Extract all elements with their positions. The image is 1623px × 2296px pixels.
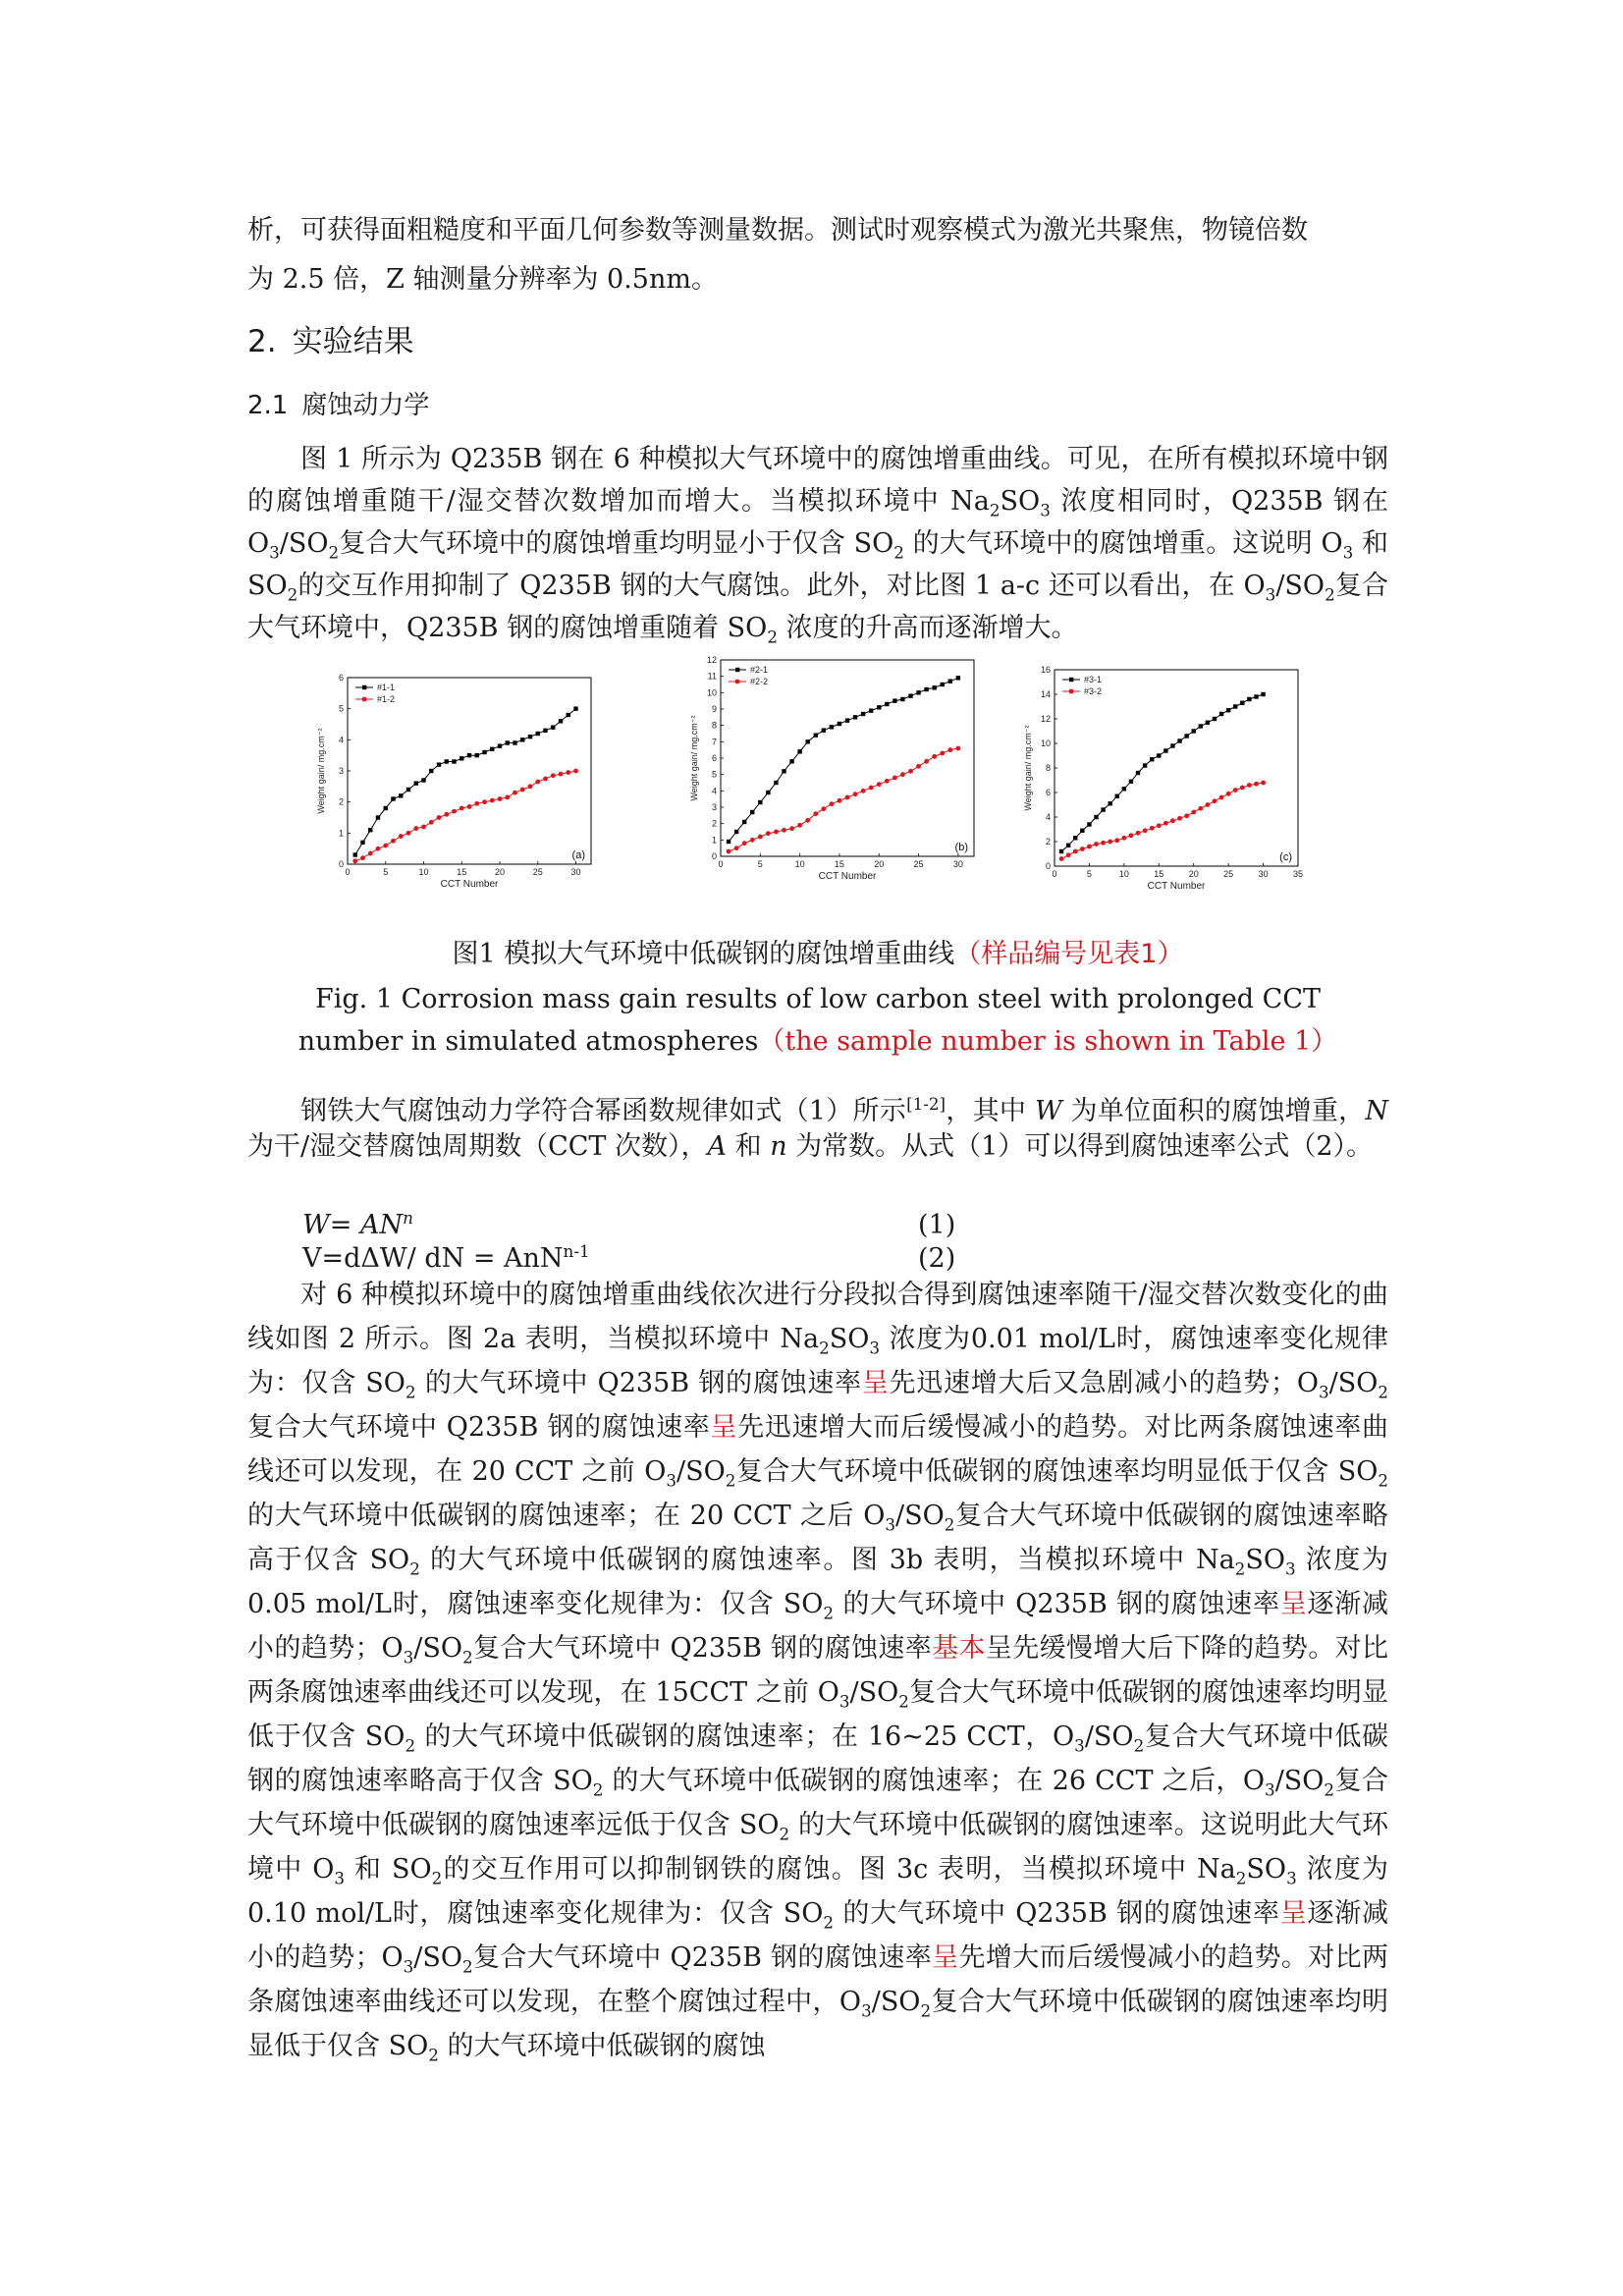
- paragraph-1-text: 图 1 所示为 Q235B 钢在 6 种模拟大气环境中的腐蚀增重曲线。可见，在所有模拟环境中钢的腐蚀增重随干/湿交替次数增加而增大。当模拟环境中 $Na_2SO_3$ 浓度相同时，Q235B 钢在 $O_3/SO_2$复合大气环境中的腐蚀增重均明显小于仅含 $SO_2$ 的大气环境中的腐蚀增重。这说明 $O_3$ 和 $SO_2$的交互作用抑制了 Q235B 钢的大气腐蚀。此外，对比图 1 a-c 还可以看出，在 $O_3/SO_2$复合大气环境中，Q235B 钢的腐蚀增重随着 $SO_2$ 浓度的升高而逐渐增大。: [247, 444, 1388, 647]
- x-tick-label: 15: [457, 867, 467, 877]
- data-point-#2-2: [782, 828, 786, 833]
- y-tick-label: 8: [711, 720, 717, 731]
- data-point-#3-1: [1094, 815, 1098, 819]
- y-tick-label: 8: [1045, 763, 1051, 773]
- data-point-#1-2: [520, 788, 525, 793]
- data-point-#3-1: [1115, 794, 1119, 798]
- paragraph-3: [247, 1273, 1388, 2068]
- data-point-#1-1: [445, 759, 449, 763]
- data-point-#2-1: [830, 725, 834, 729]
- data-point-#1-2: [490, 798, 495, 803]
- data-point-#2-2: [900, 772, 905, 777]
- subsection-title: 腐蚀动力学: [301, 391, 430, 420]
- legend-marker: [362, 685, 366, 689]
- data-point-#3-1: [1129, 780, 1133, 784]
- data-point-#3-2: [1226, 792, 1231, 796]
- data-point-#2-2: [774, 830, 779, 835]
- x-tick-label: 15: [834, 859, 844, 869]
- data-point-#2-1: [742, 820, 746, 824]
- data-point-#1-2: [543, 777, 548, 782]
- data-point-#1-2: [444, 812, 449, 817]
- y-tick-label: 6: [711, 753, 717, 763]
- data-point-#1-1: [414, 781, 418, 785]
- y-tick-label: 16: [1040, 665, 1051, 675]
- data-point-#3-1: [1163, 748, 1167, 752]
- data-point-#2-1: [782, 769, 785, 773]
- data-point-#2-2: [924, 759, 929, 764]
- data-point-#3-1: [1080, 829, 1084, 833]
- data-point-#3-1: [1170, 743, 1174, 747]
- data-point-#3-2: [1219, 795, 1224, 800]
- data-point-#2-1: [822, 728, 826, 732]
- y-tick-label: 5: [711, 769, 717, 780]
- x-tick-label: 25: [1223, 869, 1234, 879]
- y-tick-label: 14: [1040, 689, 1051, 699]
- series-line-#1-1: [355, 709, 576, 855]
- data-point-#3-2: [1066, 852, 1071, 857]
- data-point-#2-2: [750, 838, 755, 843]
- data-point-#3-1: [1261, 692, 1265, 696]
- data-point-#3-2: [1177, 816, 1182, 821]
- data-point-#2-2: [766, 831, 771, 836]
- data-point-#3-2: [1059, 856, 1064, 861]
- data-point-#2-1: [861, 712, 865, 716]
- y-tick-label: 4: [711, 786, 717, 796]
- x-axis-label: CCT Number: [1147, 881, 1206, 892]
- data-point-#3-2: [1157, 823, 1162, 828]
- series-line-#1-2: [355, 771, 576, 861]
- x-tick-label: 15: [1154, 869, 1164, 879]
- data-point-#2-1: [758, 800, 762, 804]
- data-point-#1-2: [376, 847, 381, 851]
- data-point-#1-1: [513, 740, 516, 744]
- data-point-#2-1: [924, 687, 928, 691]
- data-point-#2-1: [893, 698, 896, 702]
- data-point-#1-2: [391, 839, 396, 844]
- data-point-#2-2: [829, 801, 834, 806]
- data-point-#2-2: [853, 792, 858, 796]
- data-point-#3-2: [1094, 842, 1099, 847]
- data-point-#3-1: [1213, 717, 1217, 721]
- caption-en-note: （the sample number is shown in Table 1）: [758, 1026, 1338, 1057]
- data-point-#2-2: [955, 746, 960, 751]
- data-point-#2-2: [947, 747, 952, 752]
- data-point-#3-1: [1254, 694, 1258, 698]
- data-point-#1-2: [421, 825, 426, 830]
- data-point-#2-2: [932, 754, 937, 759]
- x-tick-label: 20: [494, 867, 506, 877]
- legend-label: #1-1: [377, 683, 396, 692]
- data-point-#2-1: [908, 693, 912, 697]
- data-point-#1-1: [437, 762, 441, 766]
- x-tick-label: 30: [570, 867, 581, 877]
- x-tick-label: 30: [1258, 869, 1269, 879]
- data-point-#1-1: [406, 788, 410, 792]
- plot-frame: [348, 678, 591, 864]
- data-point-#1-1: [353, 852, 357, 856]
- data-point-#3-1: [1157, 753, 1161, 757]
- data-point-#2-2: [805, 818, 810, 823]
- data-point-#2-1: [838, 722, 841, 726]
- data-point-#2-2: [861, 789, 866, 793]
- y-tick-label: 3: [338, 766, 344, 776]
- y-tick-label: 7: [711, 737, 717, 747]
- data-point-#2-1: [797, 749, 801, 753]
- series-line-#3-1: [1061, 694, 1264, 851]
- equation-1: $W= AN^n$: [302, 1208, 413, 1240]
- x-axis-label: CCT Number: [440, 879, 499, 890]
- data-point-#2-2: [916, 764, 921, 769]
- y-tick-label: 5: [338, 703, 344, 714]
- data-point-#2-2: [742, 841, 747, 846]
- subsection-heading: [247, 385, 429, 421]
- data-point-#2-1: [900, 697, 904, 701]
- x-tick-label: 5: [1086, 869, 1092, 879]
- data-point-#2-1: [774, 781, 778, 785]
- intro-line-1: 析，可获得面粗糙度和平面几何参数等测量数据。测试时观察模式为激光共聚焦，物镜倍数: [247, 215, 1308, 246]
- x-tick-label: 35: [1292, 869, 1304, 879]
- data-point-#1-2: [535, 780, 540, 785]
- data-point-#3-1: [1247, 697, 1251, 701]
- data-point-#3-1: [1059, 849, 1063, 853]
- y-axis-label: Weight gain/ mg.cm⁻²: [1023, 725, 1033, 811]
- data-point-#3-2: [1143, 828, 1148, 833]
- data-point-#3-2: [1163, 821, 1168, 826]
- y-tick-label: 10: [706, 687, 717, 698]
- data-point-#1-1: [475, 753, 479, 757]
- data-point-#1-2: [460, 806, 464, 811]
- data-point-#2-1: [805, 739, 809, 743]
- data-point-#1-1: [498, 743, 502, 747]
- data-point-#2-1: [727, 840, 730, 844]
- data-point-#1-1: [543, 729, 547, 733]
- x-tick-label: 0: [718, 859, 724, 869]
- data-point-#2-2: [893, 776, 897, 781]
- data-point-#1-1: [391, 796, 395, 800]
- data-point-#3-2: [1121, 836, 1126, 841]
- data-point-#2-2: [797, 823, 802, 828]
- data-point-#3-1: [1184, 734, 1188, 738]
- data-point-#3-1: [1066, 844, 1070, 847]
- data-point-#1-2: [360, 855, 365, 860]
- data-point-#2-2: [821, 806, 826, 811]
- equation-2-number: (2): [918, 1243, 956, 1274]
- data-point-#1-1: [528, 735, 532, 738]
- y-tick-label: 0: [338, 859, 344, 869]
- data-point-#1-2: [352, 858, 357, 863]
- data-point-#2-1: [941, 683, 945, 686]
- legend-label: #2-2: [750, 677, 769, 686]
- data-point-#3-1: [1177, 738, 1181, 742]
- data-point-#2-1: [916, 690, 920, 694]
- data-point-#3-2: [1101, 841, 1106, 846]
- data-point-#3-2: [1073, 849, 1078, 854]
- series-line-#2-2: [729, 748, 958, 851]
- y-tick-label: 4: [1045, 812, 1051, 822]
- data-point-#3-2: [1184, 813, 1189, 818]
- data-point-#1-2: [482, 799, 487, 804]
- x-tick-label: 0: [1052, 869, 1057, 879]
- data-point-#2-2: [908, 769, 913, 774]
- data-point-#1-2: [429, 820, 434, 825]
- data-point-#1-1: [536, 732, 540, 736]
- figure-1: [295, 652, 1355, 907]
- data-point-#3-2: [1080, 847, 1085, 851]
- legend-label: #1-2: [377, 694, 396, 704]
- data-point-#3-1: [1233, 704, 1237, 708]
- data-point-#1-1: [360, 841, 364, 845]
- data-point-#1-1: [567, 713, 570, 717]
- data-point-#3-2: [1254, 782, 1259, 787]
- y-tick-label: 12: [1040, 714, 1051, 724]
- data-point-#3-1: [1206, 721, 1210, 725]
- data-point-#3-1: [1240, 701, 1244, 705]
- legend-label: #3-2: [1084, 686, 1103, 696]
- data-point-#3-2: [1150, 826, 1155, 831]
- data-point-#1-1: [376, 815, 380, 819]
- data-point-#2-1: [932, 685, 936, 689]
- data-point-#2-2: [734, 846, 739, 850]
- data-point-#3-2: [1233, 788, 1238, 793]
- data-point-#2-1: [956, 676, 960, 680]
- caption-cn-note: （样品编号见表1）: [954, 939, 1184, 969]
- data-point-#3-1: [1122, 787, 1126, 791]
- data-point-#2-2: [885, 779, 890, 784]
- y-tick-label: 10: [1040, 738, 1051, 748]
- y-axis-label: Weight gain/ mg.cm⁻²: [316, 728, 326, 814]
- section-title: 实验结果: [292, 324, 414, 359]
- section-number: 2.: [247, 324, 277, 359]
- data-point-#3-2: [1247, 783, 1252, 788]
- data-point-#2-1: [789, 759, 793, 763]
- data-point-#3-1: [1136, 771, 1140, 775]
- data-point-#1-2: [573, 769, 578, 774]
- data-point-#1-1: [482, 750, 486, 754]
- data-point-#1-1: [384, 806, 388, 810]
- data-point-#3-1: [1143, 763, 1147, 767]
- data-point-#3-2: [1108, 840, 1112, 845]
- data-point-#2-1: [766, 791, 770, 794]
- figure-caption-en-2: number in simulated atmospheres（the sample number is shown in Table 1）: [298, 1026, 1338, 1057]
- y-tick-label: 9: [711, 704, 717, 714]
- citation[interactable]: [1-2]: [906, 1094, 947, 1114]
- y-tick-label: 0: [711, 851, 717, 861]
- y-tick-label: 4: [338, 735, 344, 745]
- y-tick-label: 12: [706, 655, 717, 665]
- data-point-#1-1: [399, 793, 403, 797]
- y-tick-label: 0: [1045, 861, 1051, 871]
- chart-panel-c: [1021, 662, 1306, 905]
- data-point-#1-1: [573, 706, 577, 710]
- data-point-#2-2: [940, 751, 945, 756]
- x-tick-label: 0: [345, 867, 351, 877]
- data-point-#1-1: [429, 769, 433, 773]
- data-point-#3-2: [1261, 781, 1266, 786]
- data-point-#2-2: [845, 795, 850, 800]
- data-point-#3-1: [1199, 724, 1203, 728]
- data-point-#3-2: [1170, 818, 1175, 823]
- data-point-#2-2: [727, 849, 731, 854]
- paragraph-1: [247, 438, 1388, 649]
- data-point-#1-2: [437, 815, 442, 820]
- x-axis-label: CCT Number: [818, 871, 877, 882]
- legend-label: #3-1: [1084, 675, 1103, 684]
- x-tick-label: 10: [418, 867, 429, 877]
- data-point-#3-1: [1150, 757, 1154, 761]
- data-point-#1-2: [452, 809, 457, 814]
- data-point-#3-2: [1240, 786, 1245, 791]
- x-tick-label: 20: [874, 859, 885, 869]
- y-tick-label: 6: [338, 673, 344, 683]
- legend-label: #2-1: [750, 665, 769, 675]
- paragraph-3-text: 对 6 种模拟环境中的腐蚀增重曲线依次进行分段拟合得到腐蚀速率随干/湿交替次数变化的曲线如图 2 所示。图 2a 表明，当模拟环境中 $Na_2SO_3$ 浓度为0.01 mol/L时，腐蚀速率变化规律为：仅含 $SO_2$ 的大气环境中 Q235B 钢的腐蚀速率呈先迅速增大后又急剧减小的趋势；$O_3/SO_2$复合大气环境中 Q235B 钢的腐蚀速率呈先迅速增大而后缓慢减小的趋势。对比两条腐蚀速率曲线还可以发现，在 20 CCT 之前 $O_3/SO_2$复合大气环境中低碳钢的腐蚀速率均明显低于仅含 $SO_2$ 的大气环境中低碳钢的腐蚀速率；在 20 CCT 之后 $O_3/SO_2$复合大气环境中低碳钢的腐蚀速率略高于仅含 $SO_2$ 的大气环境中低碳钢的腐蚀速率。图 3b 表明，当模拟环境中 $Na_2SO_3$ 浓度为0.05 mol/L时，腐蚀速率变化规律为：仅含 $SO_2$ 的大气环境中 Q235B 钢的腐蚀速率呈逐渐减小的趋势；$O_3/SO_2$复合大气环境中 Q235B 钢的腐蚀速率基本呈先缓慢增大后下降的趋势。对比两条腐蚀速率曲线还可以发现，在 15CCT 之前 $O_3/SO_2$复合大气环境中低碳钢的腐蚀速率均明显低于仅含 $SO_2$ 的大气环境中低碳钢的腐蚀速率；在 16~25 CCT，$O_3/SO_2$复合大气环境中低碳钢的腐蚀速率略高于仅含 $SO_2$ 的大气环境中低碳钢的腐蚀速率；在 26 CCT 之后，$O_3/SO_2$复合大气环境中低碳钢的腐蚀速率远低于仅含 $SO_2$ 的大气环境中低碳钢的腐蚀速率。这说明此大气环境中 $O_3$ 和 $SO_2$的交互作用可以抑制钢铁的腐蚀。图 3c 表明，当模拟环境中 $Na_2SO_3$ 浓度为0.10 mol/L时，腐蚀速率变化规律为：仅含 $SO_2$ 的大气环境中 Q235B 钢的腐蚀速率呈逐渐减小的趋势；$O_3/SO_2$复合大气环境中 Q235B 钢的腐蚀速率呈先增大而后缓慢减小的趋势。对比两条腐蚀速率曲线还可以发现，在整个腐蚀过程中，$O_3/SO_2$复合大气环境中低碳钢的腐蚀速率均明显低于仅含 $SO_2$ 的大气环境中低碳钢的腐蚀: [247, 1280, 1389, 2065]
- legend-marker: [1069, 689, 1074, 694]
- data-point-#1-1: [520, 738, 524, 741]
- data-point-#1-2: [368, 851, 373, 856]
- series-line-#3-2: [1061, 783, 1264, 859]
- x-tick-label: 30: [952, 859, 963, 869]
- data-point-#3-1: [1087, 822, 1091, 826]
- x-tick-label: 10: [1118, 869, 1129, 879]
- paragraph-2: [247, 1094, 1388, 1165]
- y-tick-label: 1: [338, 828, 344, 839]
- data-point-#2-2: [758, 835, 763, 840]
- data-point-#2-1: [885, 702, 889, 706]
- data-point-#3-2: [1213, 798, 1217, 803]
- data-point-#1-1: [421, 778, 425, 782]
- intro-paragraph: [247, 206, 1388, 304]
- x-tick-label: 10: [794, 859, 805, 869]
- series-line-#2-1: [729, 678, 958, 842]
- legend-marker: [735, 668, 739, 672]
- y-tick-label: 2: [1045, 837, 1051, 847]
- data-point-#3-2: [1205, 802, 1210, 807]
- data-point-#3-2: [1136, 831, 1141, 836]
- y-tick-label: 2: [711, 818, 717, 829]
- data-point-#1-2: [498, 796, 503, 801]
- data-point-#3-2: [1114, 838, 1119, 843]
- panel-label: (b): [954, 842, 968, 853]
- figure-caption-en-1: Fig. 1 Corrosion mass gain results of low carbon steel with prolonged CCT: [315, 984, 1321, 1014]
- data-point-#3-1: [1226, 708, 1230, 712]
- data-point-#1-2: [551, 773, 556, 778]
- data-point-#1-1: [452, 759, 456, 763]
- intro-line-2: 为 2.5 倍，Z 轴测量分辨率为 0.5nm。: [247, 264, 718, 295]
- legend-marker: [1069, 678, 1073, 682]
- data-point-#3-1: [1192, 729, 1196, 733]
- panel-label: (c): [1279, 851, 1292, 863]
- panel-label: (a): [571, 849, 585, 861]
- data-point-#1-2: [474, 801, 479, 806]
- data-point-#2-1: [877, 705, 881, 709]
- data-point-#3-2: [1191, 810, 1196, 815]
- x-tick-label: 5: [383, 867, 389, 877]
- data-point-#1-2: [505, 795, 510, 800]
- data-point-#3-2: [1129, 833, 1134, 838]
- chart-panel-a: [314, 670, 599, 903]
- x-tick-label: 25: [913, 859, 924, 869]
- legend-marker: [362, 697, 367, 702]
- y-tick-label: 6: [1045, 788, 1051, 797]
- data-point-#1-2: [399, 834, 404, 839]
- chart-panel-b: [687, 652, 982, 896]
- data-point-#1-2: [413, 826, 418, 831]
- data-point-#2-1: [869, 708, 873, 712]
- data-point-#1-2: [406, 831, 411, 836]
- data-point-#1-1: [559, 719, 563, 723]
- data-point-#1-2: [513, 791, 517, 795]
- data-point-#2-1: [853, 715, 857, 719]
- y-tick-label: 1: [711, 835, 717, 846]
- data-point-#3-1: [1108, 801, 1111, 805]
- y-tick-label: 3: [711, 802, 717, 812]
- data-point-#1-1: [506, 740, 510, 744]
- data-point-#3-1: [1101, 807, 1105, 811]
- x-tick-label: 20: [1188, 869, 1199, 879]
- plot-frame: [1055, 670, 1298, 866]
- data-point-#1-1: [460, 756, 463, 760]
- data-point-#2-1: [948, 679, 952, 683]
- subsection-number: 2.1: [247, 391, 289, 420]
- equation-2: V=dΔW/ dN = AnN$^{n-1}$: [302, 1241, 590, 1274]
- data-point-#1-1: [467, 753, 471, 757]
- x-tick-label: 25: [532, 867, 543, 877]
- x-tick-label: 5: [757, 859, 763, 869]
- section-heading: [247, 316, 414, 360]
- data-point-#2-2: [869, 786, 874, 791]
- data-point-#2-1: [845, 718, 849, 722]
- data-point-#1-2: [383, 844, 388, 848]
- data-point-#1-2: [528, 784, 533, 789]
- data-point-#1-1: [368, 828, 372, 832]
- data-point-#1-2: [467, 804, 472, 809]
- data-point-#2-2: [838, 798, 842, 803]
- data-point-#2-1: [750, 810, 754, 814]
- equation-1-number: (1): [918, 1210, 956, 1240]
- data-point-#2-2: [877, 782, 882, 787]
- paragraph-2-text: 钢铁大气腐蚀动力学符合幂函数规律如式（1）所示[1-2]，其中 W 为单位面积的腐蚀增重，N 为干/湿交替腐蚀周期数（CCT 次数），A 和 n 为常数。从式（1）可以得到腐蚀速率公式（2）。: [247, 1094, 1388, 1162]
- data-point-#3-2: [1198, 806, 1203, 811]
- data-point-#3-1: [1073, 836, 1077, 840]
- data-point-#3-2: [1087, 845, 1092, 849]
- y-tick-label: 2: [338, 796, 344, 807]
- y-axis-label: Weight gain/ mg.cm⁻²: [689, 715, 699, 801]
- data-point-#3-1: [1219, 712, 1223, 716]
- data-point-#1-2: [566, 770, 570, 775]
- figure-caption-cn: 图1 模拟大气环境中低碳钢的腐蚀增重曲线（样品编号见表1）: [452, 939, 1184, 969]
- data-point-#2-2: [789, 826, 794, 831]
- data-point-#2-1: [734, 830, 738, 834]
- legend-marker: [735, 680, 740, 684]
- data-point-#1-1: [551, 725, 555, 729]
- data-point-#1-2: [559, 772, 564, 777]
- y-tick-label: 11: [707, 671, 717, 682]
- data-point-#1-1: [490, 747, 494, 751]
- data-point-#2-1: [814, 733, 818, 737]
- data-point-#2-2: [813, 811, 818, 816]
